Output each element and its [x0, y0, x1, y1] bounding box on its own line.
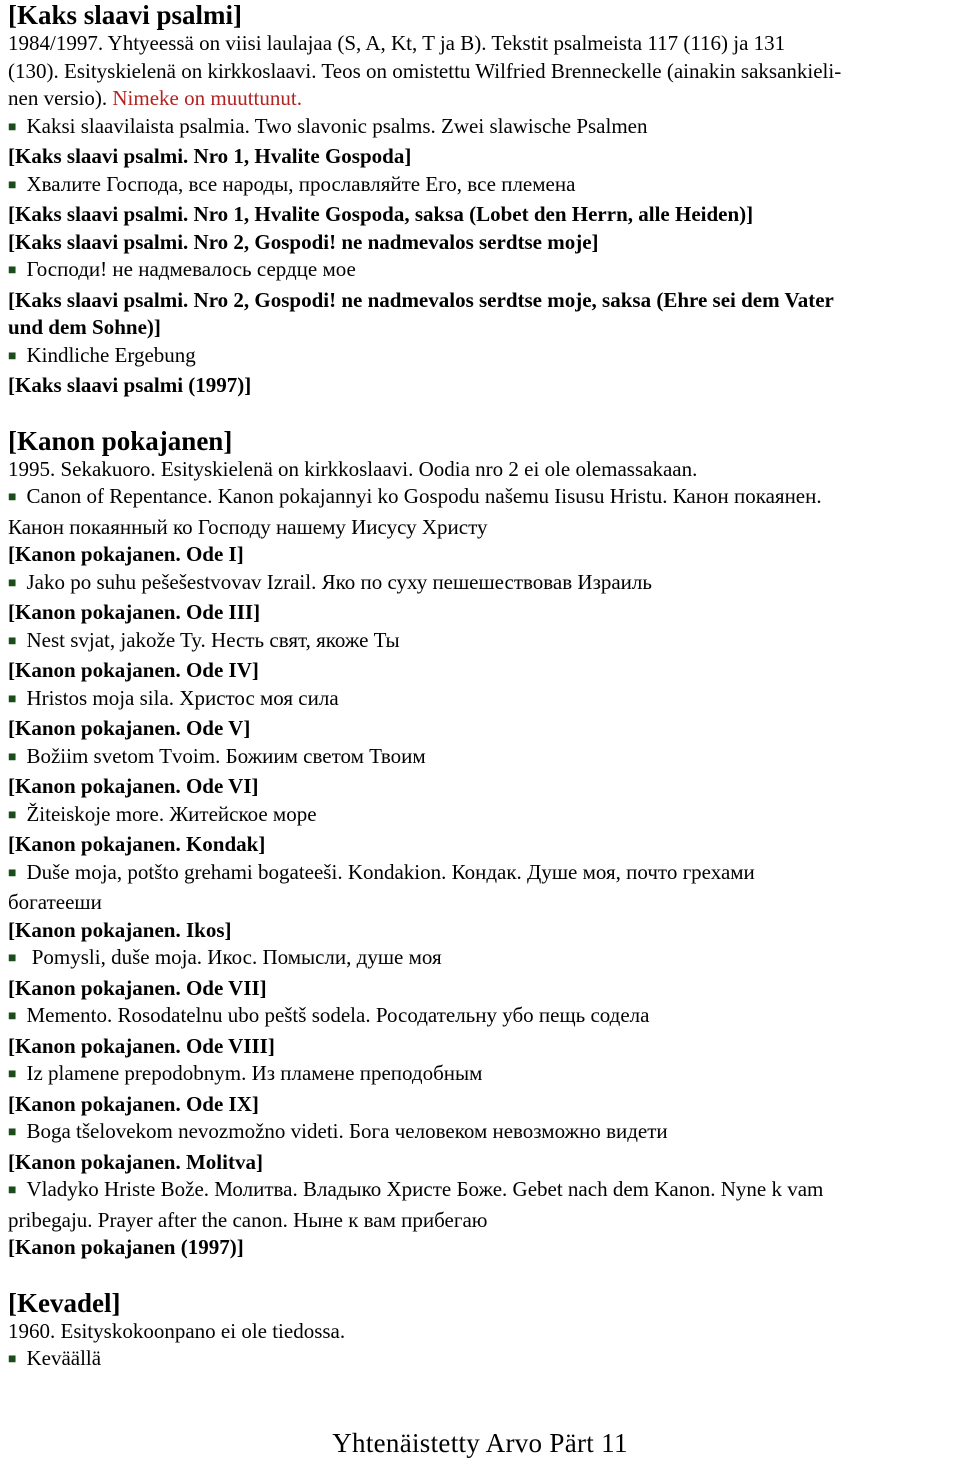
work-heading: [Kanon pokajanen. Kondak] [8, 832, 266, 856]
bullet-icon: ■ [8, 177, 17, 193]
section-gap [8, 400, 952, 426]
intro-text: 1984/1997. Yhtyeessä on viisi laulajaa (S, A, Kt, T ja B). Tekstit psalmeista 117 (116) ja 131 [8, 31, 786, 55]
bullet-icon: ■ [8, 1009, 17, 1024]
bullet-icon: ■ [8, 807, 17, 823]
bullet-icon: ■ [8, 1352, 17, 1367]
intro-text: 1960. Esityskokoonpano ei ole tiedossa. [8, 1318, 346, 1343]
bullet-item [8, 342, 952, 373]
section-kevadel [8, 1288, 952, 1376]
bullet-text: Hristos moja sila. Христос моя сила [26, 685, 339, 710]
intro-text [8, 85, 952, 113]
work-heading: [Kaks slaavi psalmi. Nro 1, Hvalite Gospoda] [8, 144, 412, 168]
work-heading: [Kanon pokajanen. Ode IX] [8, 1091, 259, 1116]
bullet-text: Duše moja, potšto grehami bogateeši. Kondakion. Кондак. Душе моя, почто грехами [26, 859, 755, 884]
section-kaks-slaavi-psalmi [8, 0, 952, 400]
bullet-item [8, 1060, 952, 1091]
bullet-icon: ■ [8, 263, 17, 278]
bullet-text: Canon of Repentance. Kanon pokajannyi ko Gospodu našemu Iisusu Hristu. Канон покаянен. [26, 484, 822, 508]
bullet-item [8, 801, 952, 832]
bullet-text: Jako po suhu pešešestvovav Izrail. Яко по суху пешешествовав Израиль [26, 569, 652, 594]
section-title: [Kanon pokajanen] [8, 425, 233, 456]
bullet-item [8, 859, 952, 890]
bullet-icon: ■ [8, 691, 17, 707]
intro-text: (130). Esityskielenä on kirkkoslaavi. Teos on omistettu Wilfried Brenneckelle (ainakin saksankieli- [8, 58, 842, 83]
work-heading: [Kanon pokajanen. Ode IV] [8, 658, 259, 682]
work-heading: [Kanon pokajanen. Ode V] [8, 716, 251, 740]
page-footer: Yhtenäistetty Arvo Pärt 11 [332, 1428, 628, 1458]
bullet-item [8, 743, 952, 774]
work-heading: [Kanon pokajanen. Ode III] [8, 600, 261, 624]
work-heading: [Kaks slaavi psalmi. Nro 2, Gospodi! ne nadmevalos serdtse moje] [8, 229, 599, 254]
bullet-item [8, 627, 952, 658]
bullet-text: Хвалите Господа, все народы, прославляйте Его, все племена [26, 171, 576, 196]
intro-text-part: nen versio). [8, 86, 113, 110]
bullet-text: Nest svjat, jakože Ty. Несть свят, якоже Ты [26, 627, 400, 652]
bullet-icon: ■ [8, 865, 17, 881]
bullet-text: Boga tšelovekom nevozmožno videti. Бога человеком невозможно видети [26, 1119, 668, 1143]
intro-text: 1995. Sekakuoro. Esityskielenä on kirkkoslaavi. Oodia nro 2 ei ole olemassakaan. [8, 456, 698, 481]
bullet-text: Pomysli, duše moja. Икос. Помысли, душе моя [26, 945, 442, 969]
work-heading: und dem Sohne)] [8, 315, 161, 339]
bullet-icon: ■ [8, 1125, 17, 1140]
work-heading: [Kanon pokajanen (1997)] [8, 1235, 244, 1259]
bullet-icon: ■ [8, 951, 17, 966]
bullet-icon: ■ [8, 119, 17, 135]
bullet-text: Keväällä [26, 1346, 102, 1370]
bullet-text-continued: pribegaju. Prayer after the canon. Ныне к вам прибегаю [8, 1207, 488, 1232]
bullet-item [8, 1118, 952, 1149]
bullet-icon: ■ [8, 490, 17, 505]
section-kanon-pokajanen [8, 426, 952, 1262]
bullet-item [8, 113, 952, 144]
bullet-item [8, 171, 952, 202]
bullet-item [8, 1002, 952, 1033]
bullet-item [8, 483, 952, 514]
work-heading: [Kanon pokajanen. Ode I] [8, 542, 244, 566]
bullet-text: Господи! не надмевалось сердце мое [26, 257, 356, 281]
bullet-item [8, 685, 952, 716]
bullet-item [8, 256, 952, 287]
bullet-text: Božiim svetom Tvoim. Божиим светом Твоим [26, 743, 426, 768]
section-title: [Kaks slaavi psalmi] [8, 0, 243, 30]
work-heading: [Kaks slaavi psalmi (1997)] [8, 373, 252, 397]
bullet-icon: ■ [8, 575, 17, 591]
bullet-icon: ■ [8, 633, 17, 649]
bullet-text: Žiteiskoje more. Житейское море [26, 801, 317, 826]
document-body [8, 0, 952, 1376]
bullet-text-continued: Канон покаянный ко Господу нашему Иисусу Христу [8, 514, 488, 539]
bullet-icon: ■ [8, 749, 17, 765]
work-heading: [Kanon pokajanen. Ode VII] [8, 975, 267, 1000]
bullet-text: Kindliche Ergebung [26, 342, 196, 367]
bullet-icon: ■ [8, 348, 17, 364]
note-red: Nimeke on muuttunut. [112, 86, 302, 110]
section-gap [8, 1262, 952, 1288]
bullet-text-continued: богатееши [8, 890, 102, 914]
bullet-icon: ■ [8, 1067, 17, 1082]
bullet-icon: ■ [8, 1183, 17, 1198]
work-heading: [Kanon pokajanen. Ikos] [8, 917, 232, 942]
work-heading: [Kanon pokajanen. Molitva] [8, 1149, 263, 1174]
bullet-text: Memento. Rosodatelnu ubo peštš sodela. Росодательну убо пещь содела [26, 1003, 650, 1027]
section-title: [Kevadel] [8, 1287, 121, 1318]
work-heading: [Kaks slaavi psalmi. Nro 1, Hvalite Gospoda, saksa (Lobet den Herrn, alle Heiden)] [8, 202, 754, 226]
work-heading: [Kanon pokajanen. Ode VIII] [8, 1033, 275, 1058]
work-heading: [Kaks slaavi psalmi. Nro 2, Gospodi! ne nadmevalos serdtse moje, saksa (Ehre sei dem Vater [8, 287, 834, 312]
work-heading: [Kanon pokajanen. Ode VI] [8, 774, 259, 798]
bullet-text: Vladyko Hriste Bože. Молитва. Владыко Христе Боже. Gebet nach dem Kanon. Nyne k vam [26, 1177, 824, 1201]
bullet-text: Kaksi slaavilaista psalmia. Two slavonic psalms. Zwei slawische Psalmen [26, 113, 648, 138]
bullet-item [8, 944, 952, 975]
bullet-item [8, 569, 952, 600]
bullet-item [8, 1176, 952, 1207]
bullet-item [8, 1345, 952, 1376]
bullet-text: Iz plamene prepodobnym. Из пламене преподобным [26, 1061, 483, 1085]
